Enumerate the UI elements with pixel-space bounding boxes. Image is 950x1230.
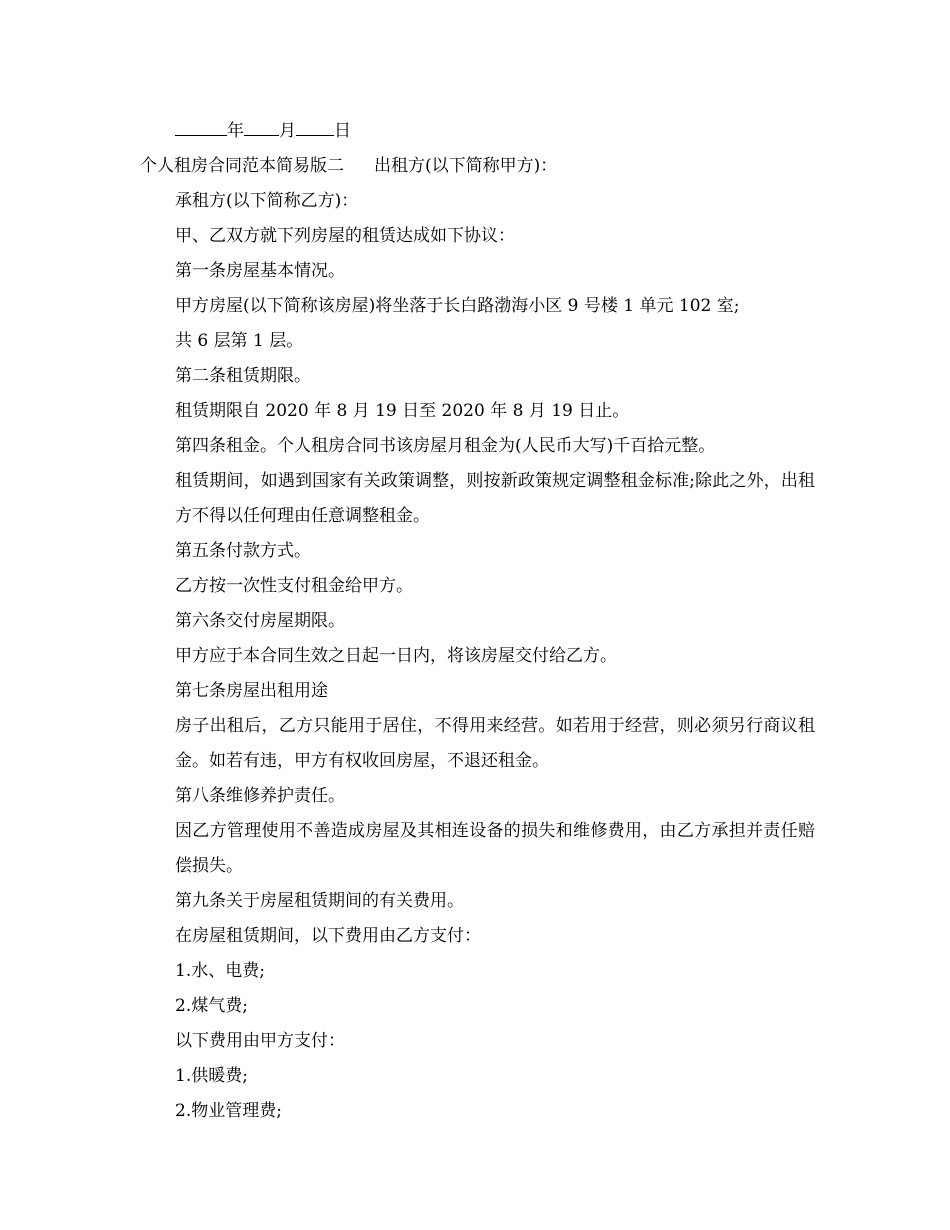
paragraph: 以下费用由甲方支付： <box>175 1031 345 1051</box>
title-line <box>140 149 815 184</box>
paragraph: 房子出租后，乙方只能用于居住，不得用来经营。如若用于经营，则必须另行商议租金。如若有违，甲方有权收回房屋，不退还租金。 <box>175 716 815 771</box>
day-label: 日 <box>334 121 351 141</box>
paragraph: 乙方按一次性支付租金给甲方。 <box>175 576 413 596</box>
list-item: 2.物业管理费; <box>175 1101 282 1121</box>
section-heading: 第九条关于房屋租赁期间的有关费用。 <box>175 891 464 911</box>
section-heading: 第二条租赁期限。 <box>175 366 311 386</box>
document-page <box>140 114 815 1129</box>
section-heading: 第六条交付房屋期限。 <box>175 611 345 631</box>
year-blank <box>175 117 227 136</box>
list-item: 1.供暖费; <box>175 1066 248 1086</box>
list-item: 2.煤气费; <box>175 996 248 1016</box>
paragraph: 租赁期间，如遇到国家有关政策调整，则按新政策规定调整租金标准;除此之外，出租方不得以任何理由任意调整租金。 <box>175 471 815 526</box>
day-blank <box>296 117 334 136</box>
paragraph: 甲方应于本合同生效之日起一日内，将该房屋交付给乙方。 <box>175 646 617 666</box>
section-heading: 第四条租金。个人租房合同书该房屋月租金为(人民币大写)千百拾元整。 <box>175 436 716 456</box>
date-line <box>140 114 815 149</box>
section-heading: 第五条付款方式。 <box>175 541 311 561</box>
paragraph: 甲、乙双方就下列房屋的租赁达成如下协议： <box>175 226 515 246</box>
section-heading: 第七条房屋出租用途 <box>175 681 328 701</box>
month-blank <box>244 117 279 136</box>
section-heading: 第一条房屋基本情况。 <box>175 261 345 281</box>
year-label: 年 <box>227 121 244 141</box>
list-item: 1.水、电费; <box>175 961 265 981</box>
paragraph: 甲方房屋(以下简称该房屋)将坐落于长白路渤海小区 9 号楼 1 单元 102 室; <box>175 296 740 316</box>
month-label: 月 <box>279 121 296 141</box>
paragraph: 租赁期限自 2020 年 8 月 19 日至 2020 年 8 月 19 日止。 <box>175 401 630 421</box>
lessor-label: 出租方(以下简称甲方)： <box>374 156 558 176</box>
section-heading: 第八条维修养护责任。 <box>175 786 345 806</box>
document-title: 个人租房合同范本简易版二 <box>140 156 344 176</box>
paragraph: 因乙方管理使用不善造成房屋及其相连设备的损失和维修费用，由乙方承担并责任赔偿损失。 <box>175 821 815 876</box>
paragraph: 在房屋租赁期间，以下费用由乙方支付： <box>175 926 481 946</box>
lessee-label: 承租方(以下简称乙方)： <box>175 191 359 211</box>
paragraph: 共 6 层第 1 层。 <box>175 331 304 351</box>
